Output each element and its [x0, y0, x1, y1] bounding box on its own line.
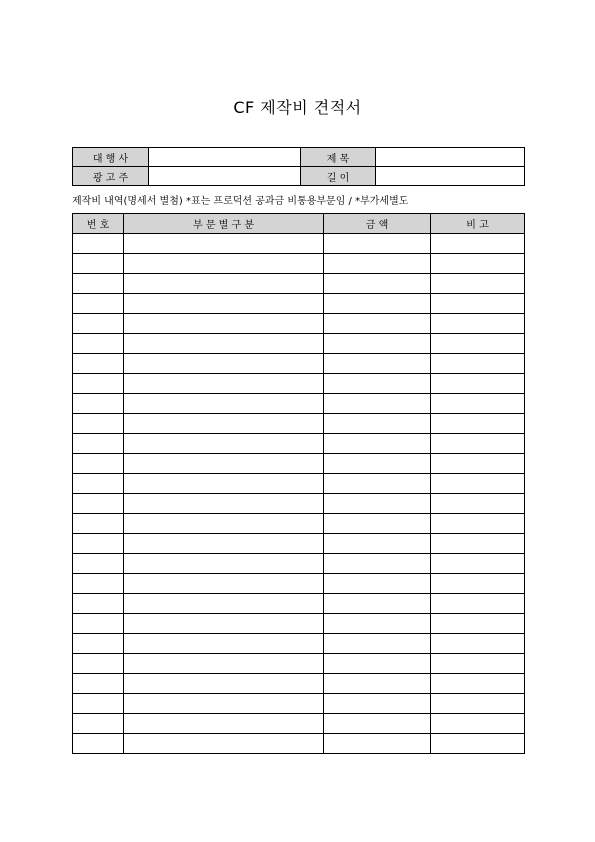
table-row — [73, 414, 525, 434]
category-cell[interactable] — [124, 274, 324, 294]
remarks-cell[interactable] — [431, 534, 525, 554]
number-cell[interactable] — [73, 374, 124, 394]
remarks-cell[interactable] — [431, 414, 525, 434]
category-cell[interactable] — [124, 414, 324, 434]
amount-cell[interactable] — [324, 474, 431, 494]
category-cell[interactable] — [124, 354, 324, 374]
number-cell[interactable] — [73, 234, 124, 254]
table-row — [73, 534, 525, 554]
remarks-cell[interactable] — [431, 714, 525, 734]
category-cell[interactable] — [124, 614, 324, 634]
category-cell[interactable] — [124, 234, 324, 254]
remarks-cell[interactable] — [431, 634, 525, 654]
remarks-cell[interactable] — [431, 694, 525, 714]
amount-cell[interactable] — [324, 494, 431, 514]
remarks-cell[interactable] — [431, 334, 525, 354]
remarks-cell[interactable] — [431, 354, 525, 374]
amount-cell[interactable] — [324, 574, 431, 594]
amount-cell[interactable] — [324, 394, 431, 414]
cost-note: 제작비 내역(명세서 별첨) *표는 프로덕션 공과금 비통용부문임 / *부가세별도 — [72, 196, 409, 207]
remarks-cell[interactable] — [431, 614, 525, 634]
table-row — [73, 714, 525, 734]
number-cell[interactable] — [73, 274, 124, 294]
number-cell[interactable] — [73, 614, 124, 634]
cost-detail-table — [72, 213, 525, 754]
table-row — [73, 334, 525, 354]
category-cell[interactable] — [124, 654, 324, 674]
amount-cell[interactable] — [324, 414, 431, 434]
number-cell[interactable] — [73, 394, 124, 414]
table-row — [73, 454, 525, 474]
column-header-amount: 금 액 — [324, 214, 431, 234]
amount-cell[interactable] — [324, 234, 431, 254]
amount-cell[interactable] — [324, 354, 431, 374]
remarks-cell[interactable] — [431, 394, 525, 414]
table-body — [73, 234, 525, 754]
amount-cell[interactable] — [324, 274, 431, 294]
amount-cell[interactable] — [324, 454, 431, 474]
advertiser-label: 광 고 주 — [73, 167, 149, 186]
category-cell[interactable] — [124, 514, 324, 534]
number-cell[interactable] — [73, 554, 124, 574]
number-cell[interactable] — [73, 354, 124, 374]
category-cell[interactable] — [124, 594, 324, 614]
remarks-cell[interactable] — [431, 274, 525, 294]
number-cell[interactable] — [73, 674, 124, 694]
number-cell[interactable] — [73, 694, 124, 714]
agency-field[interactable] — [149, 148, 301, 167]
length-label: 길 이 — [301, 167, 376, 186]
amount-cell[interactable] — [324, 254, 431, 274]
category-cell[interactable] — [124, 674, 324, 694]
remarks-cell[interactable] — [431, 654, 525, 674]
amount-cell[interactable] — [324, 334, 431, 354]
table-header-row — [73, 214, 525, 234]
number-cell[interactable] — [73, 474, 124, 494]
category-cell[interactable] — [124, 694, 324, 714]
remarks-cell[interactable] — [431, 254, 525, 274]
table-row — [73, 234, 525, 254]
table-row — [73, 634, 525, 654]
number-cell[interactable] — [73, 654, 124, 674]
table-row — [73, 554, 525, 574]
number-cell[interactable] — [73, 574, 124, 594]
amount-cell[interactable] — [324, 374, 431, 394]
number-cell[interactable] — [73, 514, 124, 534]
table-row — [73, 374, 525, 394]
table-row — [73, 674, 525, 694]
category-cell[interactable] — [124, 534, 324, 554]
category-cell[interactable] — [124, 434, 324, 454]
category-cell[interactable] — [124, 574, 324, 594]
column-header-remarks: 비 고 — [431, 214, 525, 234]
category-cell[interactable] — [124, 554, 324, 574]
number-cell[interactable] — [73, 314, 124, 334]
number-cell[interactable] — [73, 534, 124, 554]
remarks-cell[interactable] — [431, 574, 525, 594]
table-row — [73, 394, 525, 414]
remarks-cell[interactable] — [431, 294, 525, 314]
number-cell[interactable] — [73, 494, 124, 514]
table-row — [73, 694, 525, 714]
category-cell[interactable] — [124, 734, 324, 754]
remarks-cell[interactable] — [431, 314, 525, 334]
number-cell[interactable] — [73, 254, 124, 274]
remarks-cell[interactable] — [431, 514, 525, 534]
remarks-cell[interactable] — [431, 674, 525, 694]
amount-cell[interactable] — [324, 314, 431, 334]
remarks-cell[interactable] — [431, 234, 525, 254]
table-row — [73, 314, 525, 334]
remarks-cell[interactable] — [431, 434, 525, 454]
column-header-number: 번 호 — [73, 214, 124, 234]
amount-cell[interactable] — [324, 614, 431, 634]
subject-field[interactable] — [376, 148, 525, 167]
number-cell[interactable] — [73, 634, 124, 654]
remarks-cell[interactable] — [431, 454, 525, 474]
table-row — [73, 274, 525, 294]
table-row — [73, 514, 525, 534]
amount-cell[interactable] — [324, 554, 431, 574]
number-cell[interactable] — [73, 434, 124, 454]
number-cell[interactable] — [73, 454, 124, 474]
amount-cell[interactable] — [324, 514, 431, 534]
document-title: CF 제작비 견적서 — [233, 98, 362, 117]
category-cell[interactable] — [124, 294, 324, 314]
category-cell[interactable] — [124, 454, 324, 474]
remarks-cell[interactable] — [431, 474, 525, 494]
category-cell[interactable] — [124, 314, 324, 334]
amount-cell[interactable] — [324, 534, 431, 554]
length-field[interactable] — [376, 167, 525, 186]
amount-cell[interactable] — [324, 714, 431, 734]
number-cell[interactable] — [73, 734, 124, 754]
remarks-cell[interactable] — [431, 594, 525, 614]
info-row — [73, 148, 525, 167]
table-row — [73, 494, 525, 514]
number-cell[interactable] — [73, 714, 124, 734]
advertiser-field[interactable] — [149, 167, 301, 186]
number-cell[interactable] — [73, 294, 124, 314]
amount-cell[interactable] — [324, 594, 431, 614]
amount-cell[interactable] — [324, 434, 431, 454]
category-cell[interactable] — [124, 374, 324, 394]
number-cell[interactable] — [73, 414, 124, 434]
table-row — [73, 574, 525, 594]
table-row — [73, 654, 525, 674]
category-cell[interactable] — [124, 334, 324, 354]
category-cell[interactable] — [124, 494, 324, 514]
category-cell[interactable] — [124, 634, 324, 654]
subject-label: 제 목 — [301, 148, 376, 167]
table-row — [73, 614, 525, 634]
table-row — [73, 594, 525, 614]
column-header-category: 부 문 별 구 분 — [124, 214, 324, 234]
table-row — [73, 734, 525, 754]
category-cell[interactable] — [124, 714, 324, 734]
amount-cell[interactable] — [324, 634, 431, 654]
amount-cell[interactable] — [324, 674, 431, 694]
remarks-cell[interactable] — [431, 734, 525, 754]
category-cell[interactable] — [124, 474, 324, 494]
remarks-cell[interactable] — [431, 554, 525, 574]
remarks-cell[interactable] — [431, 374, 525, 394]
table-row — [73, 434, 525, 454]
info-row — [73, 167, 525, 186]
table-row — [73, 474, 525, 494]
amount-cell[interactable] — [324, 294, 431, 314]
amount-cell[interactable] — [324, 654, 431, 674]
amount-cell[interactable] — [324, 734, 431, 754]
remarks-cell[interactable] — [431, 494, 525, 514]
info-table — [72, 147, 525, 186]
amount-cell[interactable] — [324, 694, 431, 714]
table-row — [73, 354, 525, 374]
number-cell[interactable] — [73, 594, 124, 614]
table-row — [73, 294, 525, 314]
number-cell[interactable] — [73, 334, 124, 354]
category-cell[interactable] — [124, 394, 324, 414]
agency-label: 대 행 사 — [73, 148, 149, 167]
category-cell[interactable] — [124, 254, 324, 274]
table-row — [73, 254, 525, 274]
